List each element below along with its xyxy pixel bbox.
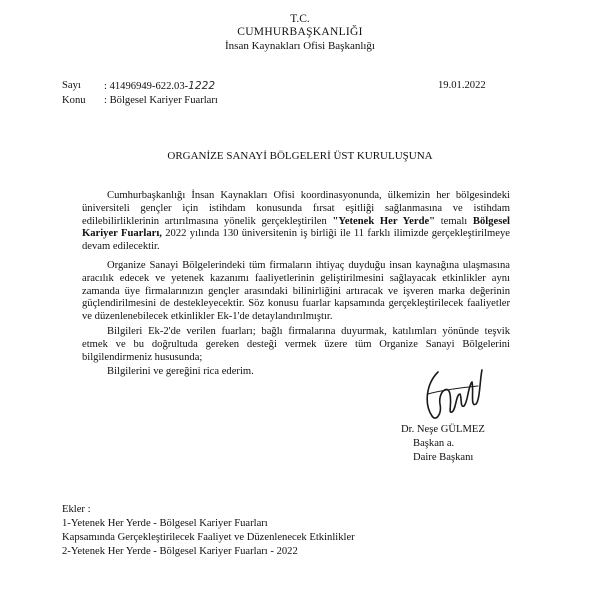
p1-text-a: Cumhurbaşkanlığı İnsan Kaynakları Ofisi koordinasyonunda, ülkemizin her bölgesindeki üniversiteli gençler için istihdam konusunda fırsat eşitliği sağlanmasına ve istihdam edilebilirliklerinin artırılmasına yönelik gerçekleştirilen bbox=[82, 190, 510, 227]
body-paragraph-3 bbox=[82, 326, 510, 364]
p4-text: Bilgilerini ve gereğini rica ederim. bbox=[107, 366, 254, 377]
p3-text: Bilgileri Ek-2'de verilen fuarları; bağlı firmalarına duyurmak, katılımları yönünde teşvik etmek ve bu doğrultuda gereken desteği vermek üzere tüm Organize Sanayi Bölgelerini bilgilendirmeniz hususunda; bbox=[82, 326, 510, 363]
header-institution: CUMHURBAŞKANLIĞI bbox=[237, 26, 363, 38]
sayi-number: : 41496949-622.03- bbox=[104, 81, 189, 92]
p1-bold: Bölgesel Kariyer Fuarları, bbox=[82, 215, 510, 240]
sayi-label: Sayı bbox=[62, 80, 81, 91]
ekler-item-1-continued: Kapsamında Gerçekleştirilecek Faaliyet ve Düzenlenecek Etkinlikler bbox=[62, 532, 355, 543]
ekler-item-2: 2-Yetenek Her Yerde - Bölgesel Kariyer Fuarları - 2022 bbox=[62, 546, 298, 557]
body-paragraph-1 bbox=[82, 190, 510, 254]
p1-quote: "Yetenek Her Yerde" bbox=[332, 215, 436, 227]
sayi-value bbox=[104, 80, 215, 92]
signatory-name: Dr. Neşe GÜLMEZ bbox=[401, 424, 485, 435]
header-office: İnsan Kaynakları Ofisi Başkanlığı bbox=[225, 40, 375, 52]
sayi-handwritten-number: 1222 bbox=[188, 80, 216, 92]
recipient-heading: ORGANİZE SANAYİ BÖLGELERİ ÜST KURULUŞUNA bbox=[167, 150, 433, 162]
p1-text-b: temalı bbox=[435, 215, 473, 227]
signatory-title-1: Başkan a. bbox=[413, 438, 455, 449]
p1-text-c: 2022 yılında 130 üniversitenin iş birliği ile 11 farklı ilimizde gerçekleştirilmeye devam edilecektir. bbox=[82, 228, 510, 253]
ekler-item-1: 1-Yetenek Her Yerde - Bölgesel Kariyer Fuarları bbox=[62, 518, 268, 529]
signatory-title-2: Daire Başkanı bbox=[413, 452, 474, 463]
konu-label: Konu bbox=[62, 95, 86, 106]
handwritten-signature bbox=[418, 364, 488, 424]
header-tc: T.C. bbox=[290, 13, 310, 25]
konu-value: : Bölgesel Kariyer Fuarları bbox=[104, 95, 218, 106]
letter-date: 19.01.2022 bbox=[438, 80, 486, 91]
ekler-label: Ekler : bbox=[62, 504, 91, 515]
p2-text: Organize Sanayi Bölgelerindeki tüm firmaların ihtiyaç duyduğu insan kaynağına ulaşmasına aracılık edecek ve yetenek kazanımı faaliyetlerinin geliştirilmesini sağlayacak etkinlikler aynı zamanda üye firmalarınızın gençler arasındaki bilinirliğini artıracak ve işveren marka değerinin güçlendirilmesini de destekleyecektir. Söz konusu fuarlar kapsamında gerçekleştirilecek faaliyetler ve düzenlenebilecek etkinlikler Ek-1'de detaylandırılmıştır. bbox=[82, 260, 510, 323]
body-paragraph-2 bbox=[82, 260, 510, 324]
